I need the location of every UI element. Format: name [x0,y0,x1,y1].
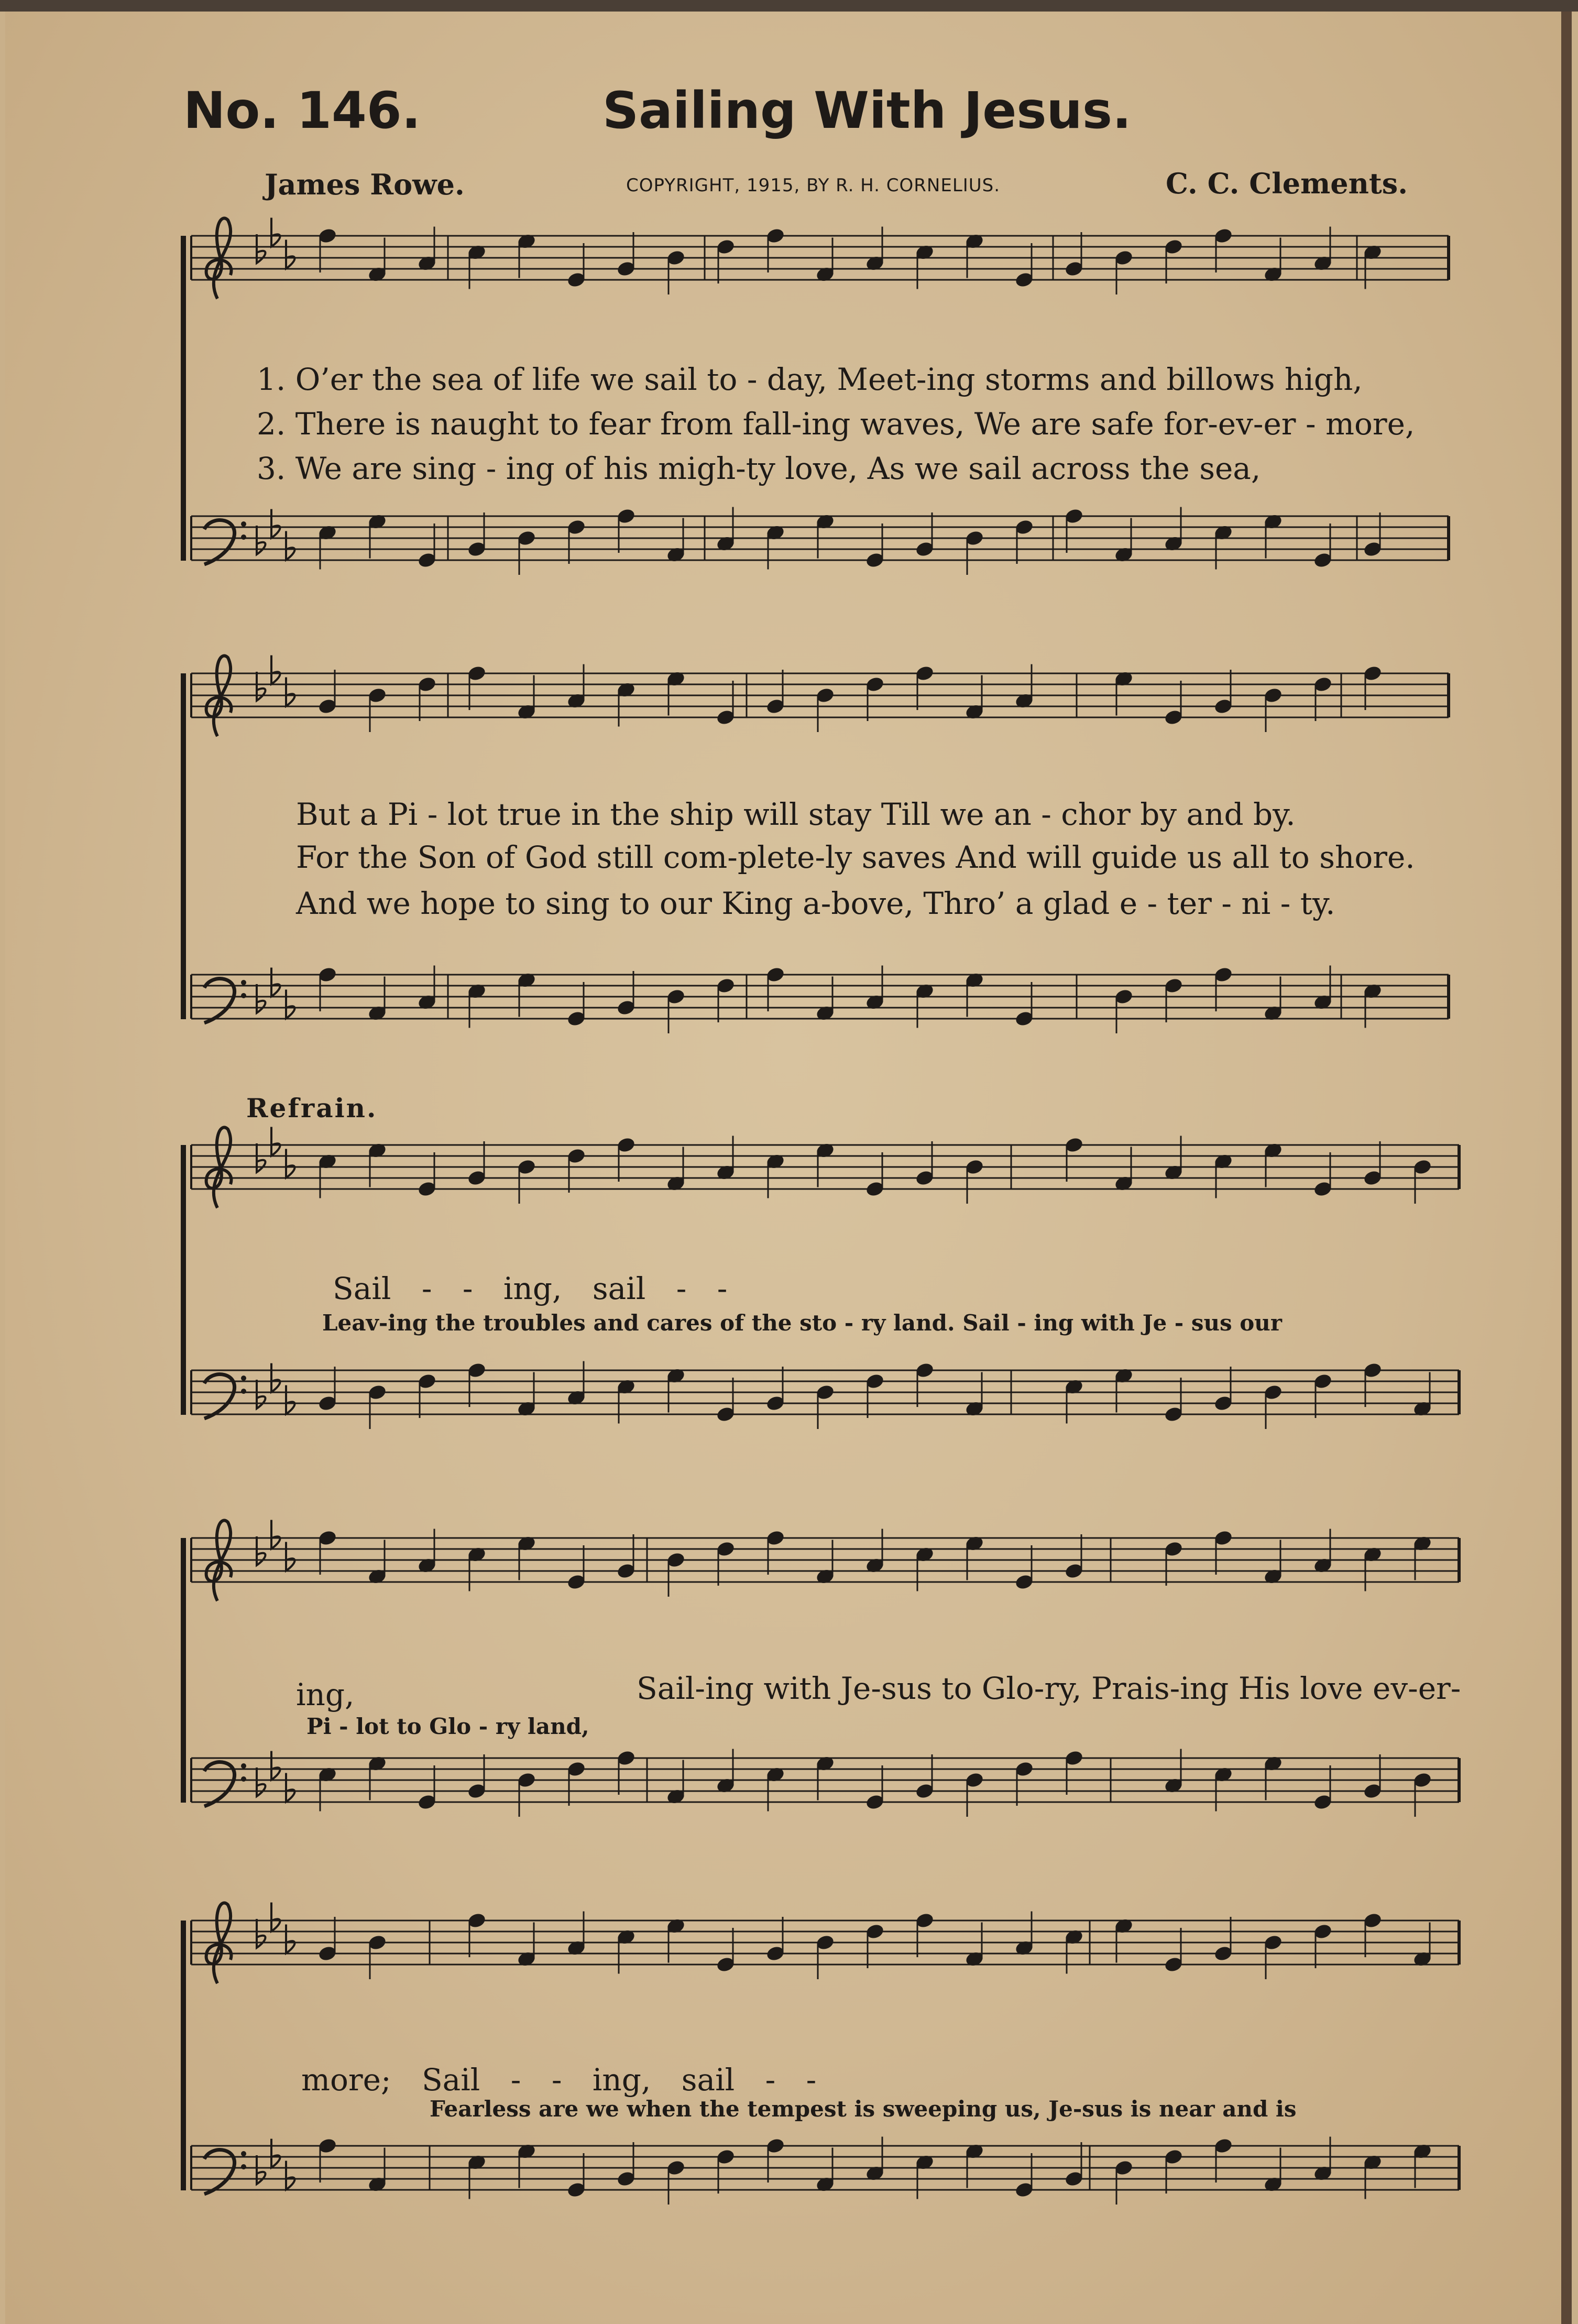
bass-clef-dot [241,534,246,540]
hymn-number: No. 146. [183,81,421,140]
flat-icon [271,1520,280,1549]
author-credit: James Rowe. [265,168,465,201]
bass-clef-dot [241,1763,246,1769]
flat-icon [257,1767,266,1796]
flat-icon [271,1751,280,1780]
bass-clef-dot [241,2151,246,2156]
flat-icon [286,531,295,560]
flat-icon [257,1143,266,1172]
composer-credit: C. C. Clements. [1166,167,1408,200]
flat-icon [257,2155,266,2184]
verse-1-line-2: But a Pi - lot true in the ship will stay Till we an - chor by and by. [296,797,1296,832]
flat-icon [286,2161,295,2190]
flat-icon [271,509,280,538]
flat-icon [286,1925,295,1954]
flat-icon [271,218,280,247]
bass-clef-dot [241,1776,246,1782]
flat-icon [271,656,280,684]
refrain-line-2-main-b: Sail-ing with Je-sus to Glo-ry, Prais-ing His love ev-er- [637,1671,1461,1706]
hymn-title: Sailing With Jesus. [602,81,1132,140]
flat-icon [286,990,295,1019]
flat-icon [271,1363,280,1392]
flat-icon [257,1380,266,1409]
refrain-label: Refrain. [246,1093,378,1123]
flat-icon [286,1542,295,1571]
flat-icon [271,1903,280,1932]
flat-icon [271,2139,280,2168]
refrain-line-2-main-a: ing, [296,1677,355,1712]
verse-2-line-1: 2. There is naught to fear from fall-ing waves, We are safe for-ev-er - more, [257,406,1415,442]
flat-icon [286,1773,295,1802]
flat-icon [286,678,295,706]
refrain-line-3-main: more; Sail - - ing, sail - - [301,2062,817,2098]
copyright-notice: COPYRIGHT, 1915, BY R. H. CORNELIUS. [626,175,1001,196]
refrain-line-3-echo: Fearless are we when the tempest is sweeping us, Je-sus is near and is [430,2096,1297,2122]
refrain-line-1-main: Sail - - ing, sail - - [333,1271,728,1306]
verse-3-line-2: And we hope to sing to our King a-bove, Thro’ a glad e - ter - ni - ty. [296,886,1335,921]
bass-clef-dot [241,1389,246,1394]
flat-icon [271,968,280,997]
verse-1-line-1: 1. O’er the sea of life we sail to - day, Meet-ing storms and billows high, [257,362,1363,397]
flat-icon [257,526,266,554]
flat-icon [257,984,266,1013]
bass-clef-dot [241,2164,246,2169]
flat-icon [286,1149,295,1178]
flat-icon [257,1919,266,1948]
refrain-line-2-echo: Pi - lot to Glo - ry land, [306,1714,589,1739]
flat-icon [257,234,266,263]
flat-icon [286,1385,295,1414]
flat-icon [257,1536,266,1565]
bass-clef-dot [241,521,246,527]
bass-clef-dot [241,1376,246,1381]
bass-clef-dot [241,980,246,985]
flat-icon [286,240,295,269]
flat-icon [271,1127,280,1156]
verse-3-line-1: 3. We are sing - ing of his migh-ty love, As we sail across the sea, [257,451,1261,486]
verse-2-line-2: For the Son of God still com-plete-ly saves And will guide us all to shore. [296,839,1415,875]
refrain-line-1-echo: Leav-ing the troubles and cares of the sto - ry land. Sail - ing with Je - sus our [322,1310,1282,1336]
flat-icon [257,672,266,701]
bass-clef-dot [241,993,246,998]
